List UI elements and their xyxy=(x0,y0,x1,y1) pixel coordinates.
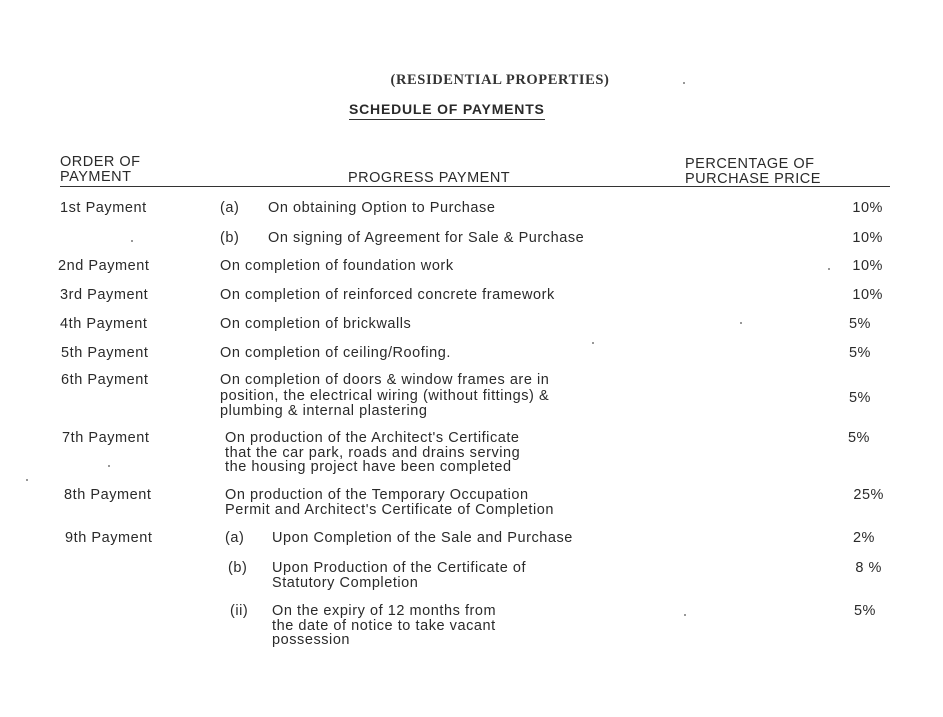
payment-percentage: 10% xyxy=(852,258,883,274)
payment-percentage: 8 % xyxy=(855,560,882,576)
payment-description-line: On signing of Agreement for Sale & Purchase xyxy=(268,230,585,246)
payment-description-line: the housing project have been completed xyxy=(225,459,512,475)
payment-description-line: the date of notice to take vacant xyxy=(272,617,496,634)
payment-order: 3rd Payment xyxy=(60,287,149,303)
payment-percentage: 5% xyxy=(848,316,871,332)
payment-sub-index: (a) xyxy=(225,530,245,546)
payment-description-line: On completion of foundation work xyxy=(220,258,454,274)
header-rule xyxy=(60,186,890,187)
payment-percentage: 5% xyxy=(853,603,876,619)
payment-sub-index: (ii) xyxy=(230,603,249,619)
payment-description-line: On completion of brickwalls xyxy=(220,316,412,332)
header-order-of-payment xyxy=(60,155,141,185)
payment-description xyxy=(268,231,584,246)
payment-order: 8th Payment xyxy=(64,487,152,503)
payment-description xyxy=(268,201,495,216)
payment-description-line: On obtaining Option to Purchase xyxy=(268,200,496,216)
payment-percentage: 10% xyxy=(852,200,883,216)
payment-order: 6th Payment xyxy=(61,372,149,388)
payment-description-line: Upon Production of the Certificate of xyxy=(272,560,527,576)
payment-description xyxy=(220,373,549,420)
payment-order: 2nd Payment xyxy=(58,258,150,274)
payment-order: 9th Payment xyxy=(65,530,153,546)
payment-description-line: On the expiry of 12 months from xyxy=(272,603,497,619)
payment-description xyxy=(220,346,451,361)
payment-order: 4th Payment xyxy=(60,316,148,332)
header-percentage-line1: PERCENTAGE OF xyxy=(685,156,815,172)
payment-percentage: 5% xyxy=(847,430,870,446)
payment-description-line: Permit and Architect's Certificate of Completion xyxy=(225,502,554,518)
payment-description-line: plumbing & internal plastering xyxy=(220,403,428,419)
header-order-line1: ORDER OF xyxy=(60,154,141,170)
schedule-heading: SCHEDULE OF PAYMENTS xyxy=(349,101,545,120)
payment-percentage: 10% xyxy=(852,230,883,246)
payment-description-line: possession xyxy=(272,632,351,648)
scan-speck xyxy=(131,240,133,242)
header-percentage-line2: PURCHASE PRICE xyxy=(685,171,821,187)
payment-description-line: On completion of ceiling/Roofing. xyxy=(220,345,451,361)
payment-description xyxy=(272,604,496,648)
scan-speck xyxy=(740,322,742,324)
header-order-line2: PAYMENT xyxy=(60,169,132,185)
payment-order: 5th Payment xyxy=(61,345,149,361)
payment-description-line: that the car park, roads and drains serving xyxy=(225,444,521,461)
payment-description-line: On completion of reinforced concrete framework xyxy=(220,287,555,303)
payment-description-line: Statutory Completion xyxy=(272,574,419,591)
payment-description-line: Upon Completion of the Sale and Purchase xyxy=(272,530,573,546)
payment-description xyxy=(220,288,555,303)
scan-speck xyxy=(108,465,110,467)
scan-speck xyxy=(828,268,830,270)
scan-speck xyxy=(683,82,685,84)
payment-order: 1st Payment xyxy=(60,200,147,216)
scan-speck xyxy=(592,342,594,344)
payment-percentage: 10% xyxy=(852,287,883,303)
payment-percentage: 5% xyxy=(848,390,871,406)
payment-sub-index: (a) xyxy=(220,200,240,216)
header-progress-payment: PROGRESS PAYMENT xyxy=(348,170,511,186)
payment-description xyxy=(225,488,554,518)
payment-description-line: On completion of doors & window frames are in xyxy=(220,372,550,388)
scan-speck xyxy=(26,479,28,481)
payment-percentage: 25% xyxy=(853,487,884,503)
header-percentage xyxy=(685,157,821,187)
payment-description xyxy=(220,317,411,332)
payment-description-line: On production of the Temporary Occupation xyxy=(225,487,529,503)
scan-speck xyxy=(684,614,686,616)
payment-description xyxy=(225,431,520,475)
payment-description-line: position, the electrical wiring (without fittings) & xyxy=(220,387,550,404)
payment-description-line: On production of the Architect's Certificate xyxy=(225,430,520,446)
payment-description xyxy=(272,561,526,590)
payment-sub-index: (b) xyxy=(228,560,248,576)
payment-sub-index: (b) xyxy=(220,230,240,246)
payment-percentage: 2% xyxy=(852,530,875,546)
payment-description xyxy=(220,259,454,274)
document-title: (RESIDENTIAL PROPERTIES) xyxy=(390,72,610,88)
payment-percentage: 5% xyxy=(848,345,871,361)
payment-description xyxy=(272,531,573,546)
payment-order: 7th Payment xyxy=(62,430,150,446)
